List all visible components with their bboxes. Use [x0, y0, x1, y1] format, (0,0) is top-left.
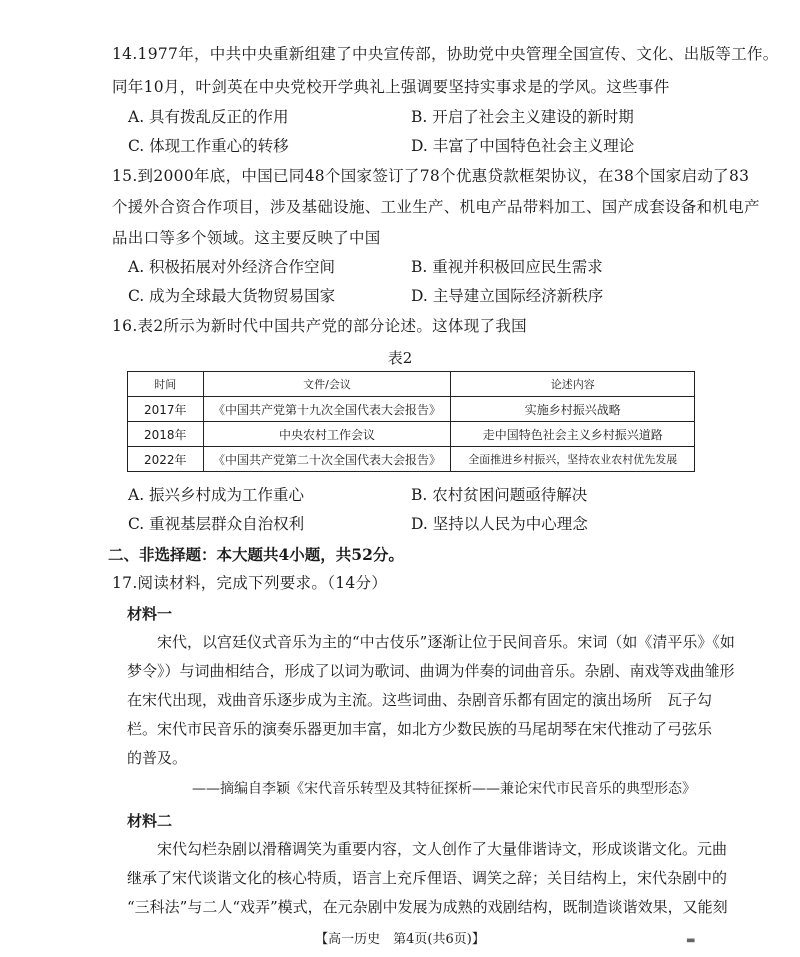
- q15-option-b: B. 重视并积极回应民生需求: [411, 258, 603, 276]
- table-caption: 表2: [387, 349, 413, 367]
- q16-option-d: D. 坚持以人民为中心理念: [411, 515, 588, 533]
- q15-stem-line3: 品出口等多个领域。这主要反映了中国: [112, 229, 381, 247]
- header-time: 时间: [128, 372, 204, 397]
- q16-stem: 16.表2所示为新时代中国共产党的部分论述。这体现了我国: [112, 317, 527, 335]
- cell-document: 中央农村工作会议: [203, 422, 451, 447]
- material-1-line: 宋代，以宫廷仪式音乐为主的“中古伎乐”逐渐让位于民间音乐。宋词（如《清平乐》《如: [127, 633, 735, 651]
- material-2-line: “三科法”与二人“戏弄”模式，在元杂剧中发展为成熟的戏剧结构，既制造谈谐效果，又能刻: [127, 898, 728, 916]
- q14-option-a: A. 具有拨乱反正的作用: [128, 108, 289, 126]
- cell-year: 2017年: [128, 397, 204, 422]
- cell-content: 全面推进乡村振兴，坚持农业农村优先发展: [451, 447, 695, 472]
- table-row: [128, 447, 695, 472]
- material-2-line: 继承了宋代谈谐文化的核心特质，语言上充斥俚语、调笑之辞；关目结构上，宋代杂剧中的: [127, 869, 728, 887]
- q16-option-a: A. 振兴乡村成为工作重心: [128, 486, 305, 504]
- q14-stem-line1: 14.1977年，中共中央重新组建了中央宣传部，协助党中央管理全国宣传、文化、出版等工作。: [112, 45, 779, 63]
- q16-option-c: C. 重视基层群众自治权利: [128, 515, 305, 533]
- cell-year: 2018年: [128, 422, 204, 447]
- material-1-line: 栏。宋代市民音乐的演奏乐器更加丰富，如北方少数民族的马尾胡琴在宋代推动了弓弦乐: [127, 720, 713, 738]
- material-1-line: 梦令》）与词曲相结合，形成了以词为歌词、曲调为伴奏的词曲音乐。杂剧、南戏等戏曲雏形: [127, 662, 735, 680]
- material-1-title: 材料一: [127, 605, 173, 623]
- q15-stem-line2: 个援外合资合作项目，涉及基础设施、工业生产、机电产品带料加工、国产成套设备和机电产: [112, 198, 760, 216]
- corner-mark: ▬: [686, 935, 696, 946]
- material-2-line: 宋代勾栏杂剧以滑稽调笑为重要内容，文人创作了大量俳谐诗文，形成谈谐文化。元曲: [127, 840, 728, 858]
- material-2-title: 材料二: [127, 812, 173, 830]
- cell-content: 走中国特色社会主义乡村振兴道路: [451, 422, 695, 447]
- cell-content: 实施乡村振兴战略: [451, 397, 695, 422]
- material-1-source: ——摘编自李颖《宋代音乐转型及其特征探析——兼论宋代市民音乐的典型形态》: [192, 781, 696, 797]
- material-1-line: 在宋代出现，戏曲音乐逐步成为主流。这些词曲、杂剧音乐都有固定的演出场所 瓦子勾: [127, 691, 713, 709]
- material-1-line: 的普及。: [127, 749, 188, 767]
- q14-option-d: D. 丰富了中国特色社会主义理论: [411, 137, 635, 155]
- q14-option-b: B. 开启了社会主义建设的新时期: [411, 108, 634, 126]
- header-content: 论述内容: [451, 372, 695, 397]
- q14-stem-line2: 同年10月，叶剑英在中央党校开学典礼上强调要坚持实事求是的学风。这些事件: [112, 78, 670, 96]
- policy-table: [127, 371, 695, 472]
- q16-option-b: B. 农村贫困问题亟待解决: [411, 486, 588, 504]
- q17-stem: 17.阅读材料，完成下列要求。（14分）: [112, 574, 388, 592]
- q15-option-d: D. 主导建立国际经济新秩序: [411, 287, 604, 305]
- cell-document: 《中国共产党第十九次全国代表大会报告》: [203, 397, 451, 422]
- header-document: 文件/会议: [203, 372, 451, 397]
- q15-option-a: A. 积极拓展对外经济合作空间: [128, 258, 336, 276]
- q14-option-c: C. 体现工作重心的转移: [128, 137, 289, 155]
- section-heading: 二、非选择题：本大题共4小题，共52分。: [108, 545, 404, 564]
- q15-stem-line1: 15.到2000年底，中国已同48个国家签订了78个优惠贷款框架协议，在38个国家启动了83: [112, 167, 750, 185]
- page-footer: 【高一历史 第4页(共6页)】: [315, 932, 485, 947]
- cell-year: 2022年: [128, 447, 204, 472]
- table-row: [128, 397, 695, 422]
- q15-option-c: C. 成为全球最大货物贸易国家: [128, 287, 336, 305]
- table-header-row: [128, 372, 695, 397]
- cell-document: 《中国共产党第二十次全国代表大会报告》: [203, 447, 451, 472]
- table-row: [128, 422, 695, 447]
